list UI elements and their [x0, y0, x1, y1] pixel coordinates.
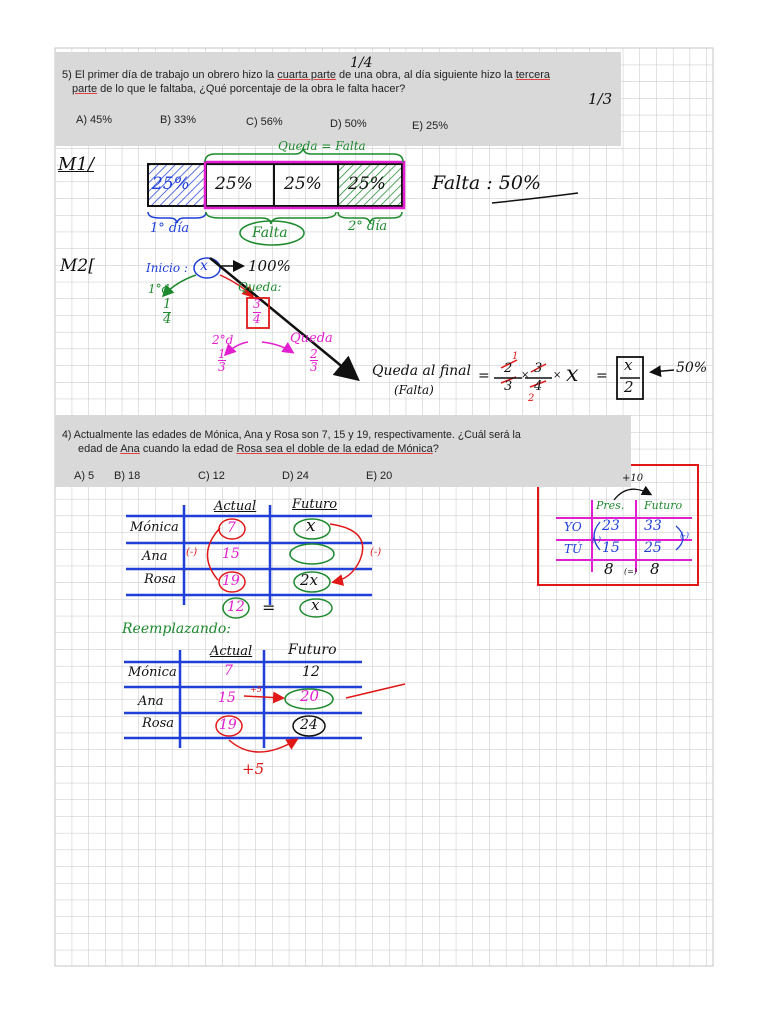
t1-futuro-rosa: 2x [300, 571, 319, 589]
p4-option-d: D) 24 [282, 470, 309, 482]
p4-option-a: A) 5 [74, 470, 95, 482]
m2-eq-frac2-den: 4 [534, 379, 543, 394]
highlight-cuarta-parte: cuarta parte [277, 69, 336, 81]
m1-day-2: 2° día [348, 219, 388, 234]
t2-futuro-monica: 12 [302, 664, 320, 680]
t1-actual-monica: 7 [227, 520, 236, 536]
t2-plus-small: +5 [250, 685, 262, 694]
highlight-tercera: tercera [515, 69, 550, 81]
t2-futuro-rosa: 24 [300, 717, 318, 733]
t1-actual-rosa: 19 [222, 573, 240, 589]
p4-option-c: C) 12 [198, 470, 225, 482]
m2-third-num: 1 [218, 347, 226, 361]
t2-name-rosa: Rosa [142, 716, 175, 731]
m2-eq-result-pct: 50% [676, 360, 708, 376]
t1-name-monica: Mónica [130, 520, 179, 535]
m1-falta: Falta [252, 225, 288, 241]
box-bottom-eq: (=) [624, 567, 637, 576]
m1-queda-falta: Queda = Falta [278, 139, 366, 153]
m2-eq-equals-2: = [596, 368, 608, 384]
box-plus-10: +10 [622, 473, 644, 484]
box-pres-tu: 15 [602, 540, 620, 556]
m2-eq-x: x [566, 362, 579, 387]
box-bottom-left: 8 [604, 560, 614, 578]
t2-plus-big: +5 [242, 760, 265, 778]
m2-d1: 1°d [148, 282, 170, 296]
m2-quarter-den: 4 [163, 312, 172, 327]
m1-cell-2: 25% [215, 174, 253, 194]
m2-queda-1: Queda: [238, 280, 282, 294]
m2-third-den: 3 [218, 360, 226, 374]
t1-bottom-12: 12 [227, 599, 245, 615]
t2-futuro-ana: 20 [300, 687, 320, 705]
box-name-tu: TÚ [564, 542, 583, 556]
box-header-futuro: Futuro [644, 499, 683, 512]
m2-three-quarters-num: 3 [253, 297, 261, 311]
box-name-yo: YO [564, 520, 582, 534]
problem-5-band [55, 52, 621, 146]
p4-option-b: B) 18 [114, 470, 141, 482]
p5-option-c: C) 56% [246, 116, 283, 128]
m2-two-thirds-den: 3 [310, 360, 318, 374]
p5-option-b: B) 33% [160, 114, 197, 126]
problem-4-line-1: 4) Actualmente las edades de Mónica, Ana y Rosa son 7, 15 y 19, respectivamente. ¿Cuál será la [62, 429, 521, 441]
t1-futuro-monica: x [306, 516, 316, 536]
highlight-parte: parte [72, 83, 98, 95]
m2-eq-result-den: 2 [624, 378, 634, 396]
m2-eq-equals-1: = [478, 368, 490, 384]
m1-result: Falta : 50% [432, 172, 541, 194]
box-futuro-tu: 25 [644, 540, 662, 556]
box-pres-yo: 23 [602, 518, 620, 534]
m2-two-thirds-num: 2 [310, 347, 318, 361]
highlight-ana: Ana [120, 443, 140, 455]
m2-eq-result-num: x [624, 356, 633, 374]
box-futuro-yo: 33 [644, 518, 662, 534]
p4-option-e: E) 20 [366, 470, 393, 482]
m2-queda-2: Queda [290, 331, 333, 346]
problem-5-line-2: parte de lo que le faltaba, ¿Qué porcentaje de la obra le falta hacer? [72, 83, 406, 95]
note-one-quarter: 1/4 [350, 55, 373, 71]
problem-5-line-1: 5) El primer día de trabajo un obrero hizo la cuarta parte de una obra, al día siguiente hizo la tercera [62, 69, 550, 81]
m1-day-1: 1° día [150, 221, 190, 236]
t1-bottom-eq: = [262, 598, 276, 617]
m2-eq-cancel-1: 1 [512, 351, 519, 362]
reemplazando-label: Reemplazando: [122, 621, 232, 637]
m2-d2: 2°d [212, 333, 234, 347]
highlight-rosa-doble: Rosa sea el doble de la edad de Mónica [236, 443, 433, 455]
t2-header-actual: Actual [210, 644, 253, 659]
t2-header-futuro: Futuro [288, 642, 337, 658]
m2-final-label: Queda al final [372, 363, 471, 379]
t2-name-ana: Ana [138, 694, 164, 709]
m2-final-sub: (Falta) [394, 383, 434, 397]
m2-eq-cancel-2: 2 [528, 393, 535, 404]
box-diff-right: (-) [680, 531, 689, 540]
m2-eq-frac1-den: 3 [504, 379, 513, 394]
m1-cell-1: 25% [152, 174, 190, 194]
m1-cell-3: 25% [284, 174, 322, 194]
m1-label: M1/ [58, 154, 94, 175]
box-bottom-right: 8 [650, 560, 660, 578]
m2-label: M2[ [60, 256, 95, 276]
t1-bottom-x: x [311, 596, 320, 614]
m2-eq-times-2: × [553, 370, 562, 381]
t1-diff-left: (-) [186, 547, 198, 558]
m2-eq-frac1-num: 2 [504, 361, 513, 376]
t1-header-actual: Actual [214, 499, 257, 514]
t1-diff-right: (-) [370, 547, 382, 558]
t2-actual-rosa: 19 [219, 717, 237, 733]
t1-header-futuro: Futuro [292, 497, 338, 512]
m2-eq-times-1: × [521, 370, 530, 381]
m2-quarter-num: 1 [163, 297, 172, 312]
t1-actual-ana: 15 [222, 546, 240, 562]
m2-inicio: Inicio : [146, 261, 188, 275]
box-header-pres: Pres. [596, 499, 625, 512]
t2-name-monica: Mónica [128, 665, 177, 680]
t2-actual-ana: 15 [218, 690, 236, 706]
m2-eq-frac2-num: 3 [534, 361, 543, 376]
p5-option-e: E) 25% [412, 120, 449, 132]
t2-actual-monica: 7 [224, 663, 233, 679]
problem-4-line-2: edad de Ana cuando la edad de Rosa sea el doble de la edad de Mónica? [78, 443, 439, 455]
box-diff-left: (-) [592, 535, 601, 544]
t1-name-ana: Ana [142, 549, 168, 564]
note-one-third: 1/3 [588, 90, 613, 108]
m2-x: x [200, 258, 208, 274]
m1-cell-4: 25% [348, 174, 386, 194]
p5-option-a: A) 45% [76, 114, 113, 126]
p5-option-d: D) 50% [330, 118, 367, 130]
m2-three-quarters-den: 4 [253, 312, 261, 326]
m2-hundred: 100% [248, 257, 291, 275]
t1-name-rosa: Rosa [144, 572, 177, 587]
